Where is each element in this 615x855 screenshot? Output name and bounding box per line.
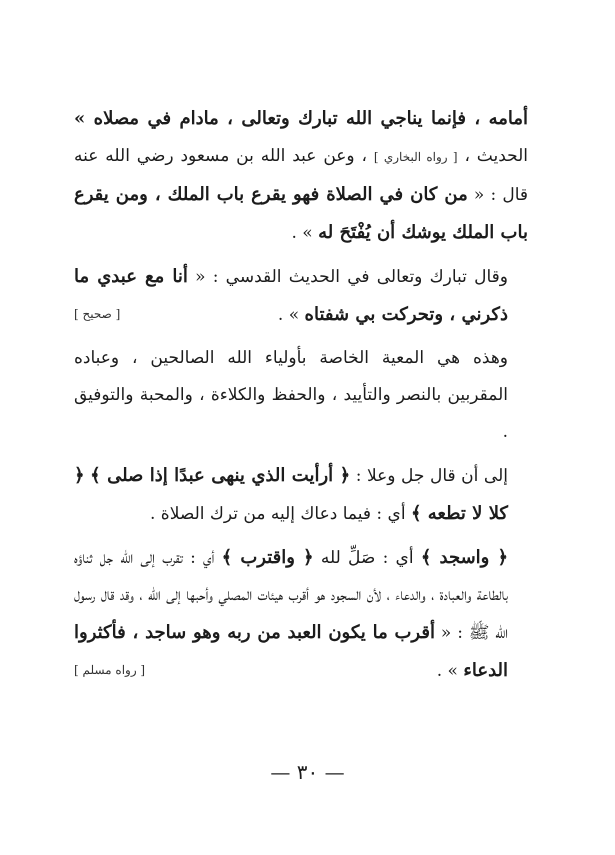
quran-word-iqtarib: ﴿ واقترب ﴾ bbox=[221, 547, 314, 568]
hadith-continuation: أمامه ، فإنما يناجي الله تبارك وتعالى ، مادام في مصلاه » bbox=[74, 108, 528, 129]
paragraph-5: ﴿ واسجد ﴾ أي : صَلِّ لله ﴿ واقترب ﴾ أي : تقرب إلى الله جل ثناؤه بالطاعة والعبادة ، والدعاء ، لأن السجود هو أقرب هيئات المصلي وأحبها إلى الله ، وقد قال رسول الله ﷺ : « أقرب ما يكون العبد من ربه وهو ساجد ، فأكثروا الدعاء » . [ رواه مسلم ] bbox=[74, 539, 528, 690]
quran-word-sujud: ﴿ واسجد ﴾ bbox=[420, 547, 509, 568]
grade-sahih: [ صحيح ] bbox=[74, 307, 121, 321]
paragraph-1: أمامه ، فإنما يناجي الله تبارك وتعالى ، مادام في مصلاه » الحديث ، [ رواه البخاري ] ، وعن عبد الله بن مسعود رضي الله عنه قال : « من كان في الصلاة فهو يقرع باب الملك ، ومن يقرع باب الملك يوشك أن يُفْتَحَ له » . bbox=[74, 108, 529, 243]
quran-verse-1: ﴿ أرأيت الذي ينهى عبدًا إذا صلى ﴾ bbox=[90, 465, 351, 486]
citation-muslim: [ رواه مسلم ] bbox=[74, 663, 146, 677]
hadith-ibn-masud: من كان في الصلاة فهو يقرع باب الملك ، ومن يقرع باب الملك يوشك أن يُفْتَحَ له bbox=[74, 184, 528, 243]
page-number: — ٣٠ — bbox=[270, 760, 345, 784]
quran-verse-2: ﴿ كلا لا تطعه ﴾ bbox=[74, 465, 508, 524]
paragraph-4: إلى أن قال جل وعلا : ﴿ أرأيت الذي ينهى عبدًا إذا صلى ﴾ ﴿ كلا لا تطعه ﴾ أي : فيما دعاك إليه من ترك الصلاة . bbox=[74, 465, 509, 524]
hadith-qudsi: أنا مع عبدي ما ذكرني ، وتحركت بي شفتاه bbox=[74, 266, 508, 325]
citation-bukhari: [ رواه البخاري ] bbox=[373, 150, 458, 164]
paragraph-2: وقال تبارك وتعالى في الحديث القدسي : « أنا مع عبدي ما ذكرني ، وتحركت بي شفتاه » . [ صحيح ] bbox=[74, 258, 528, 334]
page-body bbox=[74, 100, 528, 696]
paragraph-3: وهذه هي المعية الخاصة بأولياء الله الصالحين ، وعباده المقربين بالنصر والتأييد ، والحفظ والكلاءة ، والمحبة والتوفيق . bbox=[74, 348, 508, 442]
hadith-sujud: أقرب ما يكون العبد من ربه وهو ساجد ، فأكثروا الدعاء bbox=[74, 622, 508, 681]
